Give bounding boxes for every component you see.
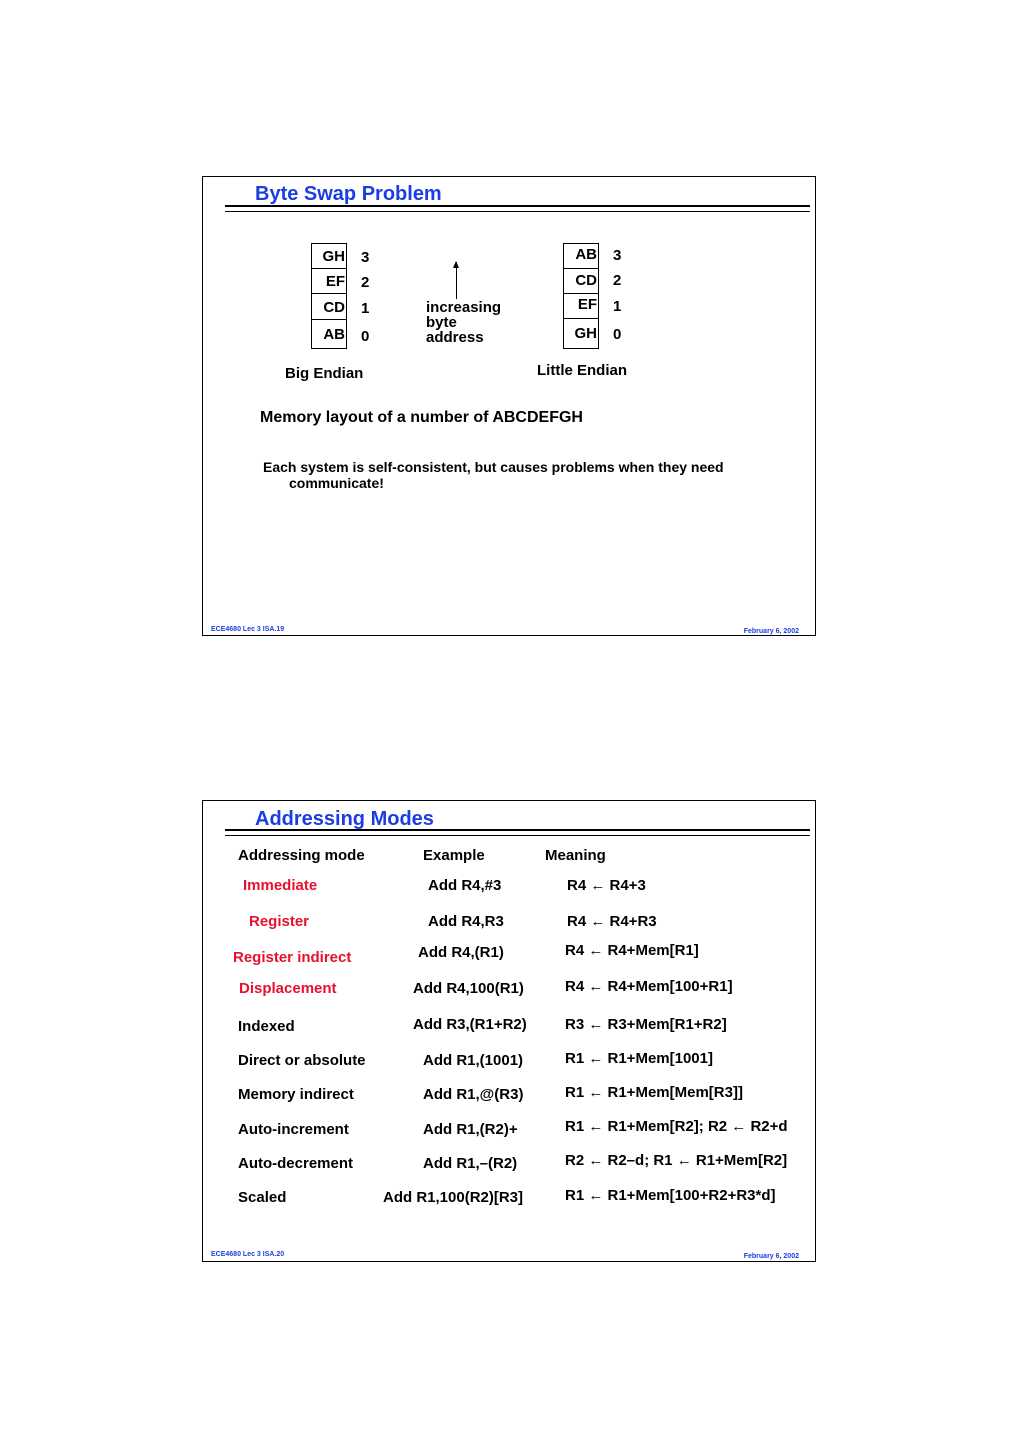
- address-label: 0: [613, 326, 622, 343]
- column-header: Addressing mode: [238, 847, 365, 864]
- example-cell: Add R3,(R1+R2): [413, 1016, 527, 1033]
- example-cell: Add R1,(1001): [423, 1052, 524, 1069]
- arrow-label-line: byte: [426, 314, 457, 331]
- meaning-cell: R1 ← R1+Mem[R2]; R2 ← R2+d: [565, 1118, 788, 1135]
- address-label: 3: [613, 247, 622, 264]
- memory-cell: GH: [311, 243, 347, 269]
- column-header: Meaning: [545, 847, 606, 864]
- footer-left: ECE4680 Lec 3 ISA.20: [211, 1251, 285, 1258]
- mode-cell: Indexed: [238, 1018, 295, 1035]
- title-rule: [225, 829, 810, 836]
- meaning-cell: R1 ← R1+Mem[100+R2+R3*d]: [565, 1187, 776, 1204]
- memory-cell: EF: [311, 268, 347, 294]
- footer-left: ECE4680 Lec 3 ISA.19: [211, 626, 285, 633]
- caption: Memory layout of a number of ABCDEFGH: [260, 409, 583, 426]
- example-cell: Add R1,100(R2)[R3]: [383, 1189, 524, 1206]
- meaning-cell: R1 ← R1+Mem[Mem[R3]]: [565, 1084, 743, 1101]
- address-label: 1: [361, 300, 370, 317]
- memory-cell: CD: [311, 293, 347, 320]
- note-line: Each system is self-consistent, but causes problems when they need: [263, 459, 724, 475]
- arrow-label-line: increasing: [426, 299, 502, 316]
- memory-cell: AB: [563, 243, 599, 269]
- meaning-cell: R4 ← R4+Mem[100+R1]: [565, 978, 733, 995]
- address-label: 2: [361, 274, 370, 291]
- address-label: 0: [361, 328, 370, 345]
- slide-title: Byte Swap Problem: [255, 183, 442, 205]
- example-cell: Add R1,@(R3): [423, 1086, 524, 1103]
- note-line: communicate!: [289, 475, 384, 491]
- memory-cell: EF: [563, 293, 599, 319]
- example-cell: Add R4,#3: [428, 877, 502, 894]
- meaning-cell: R1 ← R1+Mem[1001]: [565, 1050, 713, 1067]
- memory-cell: GH: [563, 318, 599, 349]
- mode-cell: Direct or absolute: [238, 1052, 366, 1069]
- meaning-cell: R4 ← R4+3: [567, 877, 646, 894]
- meaning-cell: R4 ← R4+Mem[R1]: [565, 942, 699, 959]
- meaning-cell: R2 ← R2–d; R1 ← R1+Mem[R2]: [565, 1152, 788, 1169]
- address-label: 3: [361, 249, 370, 266]
- slide-addressing-modes: [202, 800, 816, 1262]
- meaning-cell: R4 ← R4+R3: [567, 913, 657, 930]
- address-label: 1: [613, 298, 622, 315]
- memory-cell: AB: [311, 319, 347, 349]
- mode-cell: Register: [249, 913, 310, 930]
- example-cell: Add R1,(R2)+: [423, 1121, 518, 1138]
- example-cell: Add R4,(R1): [418, 944, 504, 961]
- mode-cell: Register indirect: [233, 949, 352, 966]
- example-cell: Add R1,–(R2): [423, 1155, 518, 1172]
- address-label: 2: [613, 272, 622, 289]
- meaning-cell: R3 ← R3+Mem[R1+R2]: [565, 1016, 727, 1033]
- memory-cell: CD: [563, 268, 599, 294]
- mode-cell: Scaled: [238, 1189, 287, 1206]
- mode-cell: Memory indirect: [238, 1086, 354, 1103]
- arrow-head: [453, 261, 459, 268]
- mode-cell: Displacement: [239, 980, 337, 997]
- footer-right: February 6, 2002: [743, 628, 799, 635]
- mode-cell: Auto-decrement: [238, 1155, 354, 1172]
- footer-right: February 6, 2002: [743, 1253, 799, 1260]
- mode-cell: Auto-increment: [238, 1121, 349, 1138]
- mode-cell: Immediate: [243, 877, 318, 894]
- arrow-label-line: address: [426, 329, 484, 346]
- title-rule: [225, 205, 810, 212]
- example-cell: Add R4,R3: [428, 913, 504, 930]
- little-endian-label: Little Endian: [537, 362, 627, 379]
- slide-title: Addressing Modes: [255, 808, 434, 830]
- column-header: Example: [423, 847, 485, 864]
- arrow-label: [426, 300, 501, 345]
- big-endian-label: Big Endian: [285, 365, 364, 382]
- example-cell: Add R4,100(R1): [413, 980, 524, 997]
- slide-byte-swap: [202, 176, 816, 636]
